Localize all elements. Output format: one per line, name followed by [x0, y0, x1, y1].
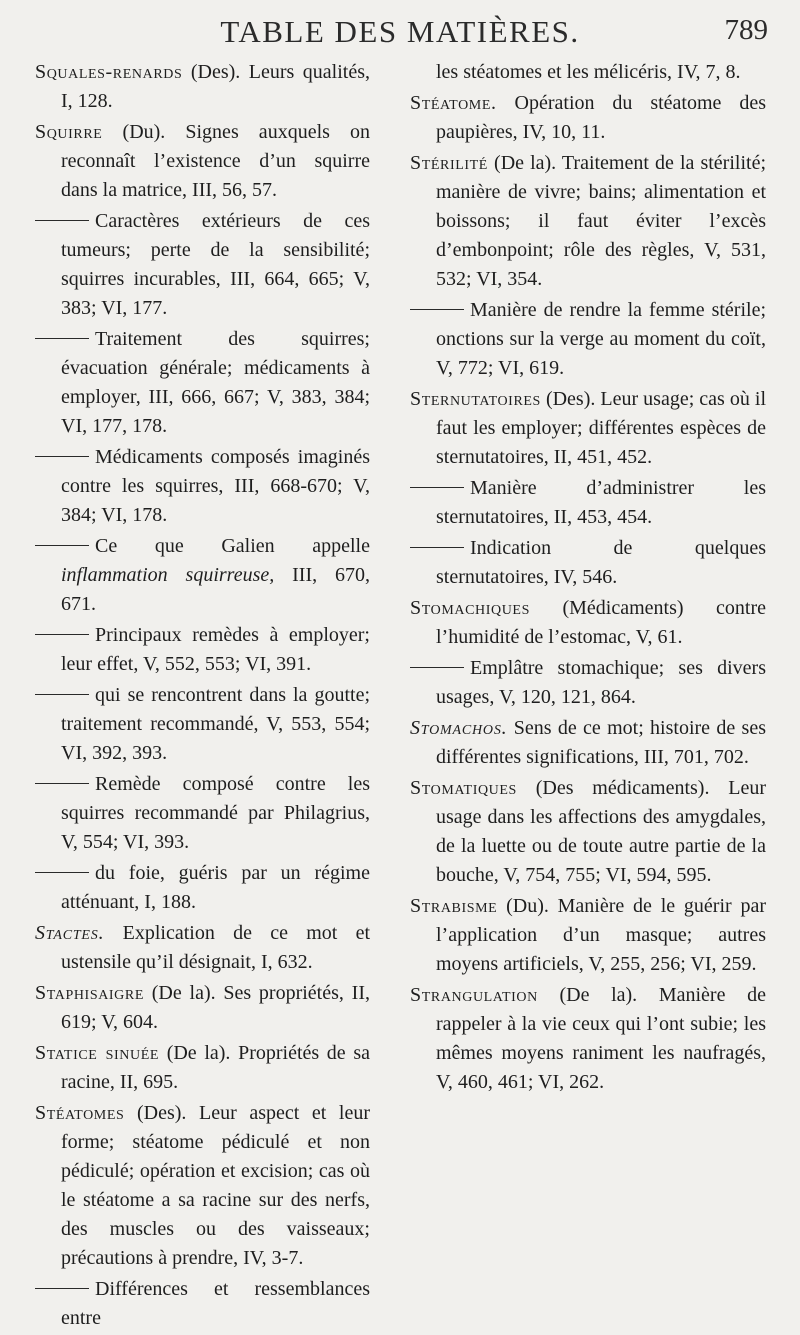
- index-entry: [35, 919, 370, 977]
- entry-text: Explication de ce mot et ustensile qu’il désignait, I, 632.: [61, 922, 370, 973]
- entry-heading: Squales-renards: [35, 61, 183, 83]
- entry-text: (De la). Ses propriétés, II, 619; V, 604.: [61, 982, 370, 1033]
- entry-text: (Des). Leurs qualités, I, 128.: [61, 61, 370, 112]
- index-entry: [410, 89, 766, 147]
- right-column: [410, 58, 766, 1099]
- entry-text: Indication de quelques sternutatoires, IV, 546.: [436, 537, 766, 588]
- index-entry: [35, 770, 370, 857]
- index-entry: [410, 385, 766, 472]
- entry-text: Traitement des squirres; évacuation générale; médicaments à employer, III, 666, 667; V, 383, 384; VI, 177, 178.: [61, 328, 370, 437]
- entry-heading: Strabisme: [410, 895, 498, 917]
- left-column: [35, 58, 370, 1335]
- entry-heading: Stomachiques: [410, 597, 530, 619]
- repeat-dash: [35, 634, 89, 635]
- entry-heading: Stéatomes: [35, 1102, 125, 1124]
- page-number: 789: [724, 14, 768, 46]
- repeat-dash: [410, 309, 464, 310]
- index-entry: [410, 981, 766, 1097]
- entry-heading: Stomachos.: [410, 717, 508, 739]
- index-entry: [410, 892, 766, 979]
- index-entry: [35, 621, 370, 679]
- index-entry: [410, 474, 766, 532]
- repeat-dash: [35, 872, 89, 873]
- index-entry: [35, 1039, 370, 1097]
- entry-italic-text: inflammation squirreuse,: [61, 564, 275, 586]
- entry-heading: Stéatome.: [410, 92, 497, 114]
- index-entry: [35, 207, 370, 323]
- entry-heading: Stactes.: [35, 922, 105, 944]
- repeat-dash: [410, 487, 464, 488]
- entry-text: (Des). Leur usage; cas où il faut les employer; différentes espèces de sternutatoires, II, 451, 452.: [436, 388, 766, 468]
- index-entry: [35, 325, 370, 441]
- entry-text: (De la). Propriétés de sa racine, II, 695.: [61, 1042, 370, 1093]
- repeat-dash: [410, 667, 464, 668]
- repeat-dash: [35, 338, 89, 339]
- repeat-dash: [35, 694, 89, 695]
- entry-text: Médicaments composés imaginés contre les squirres, III, 668-670; V, 384; VI, 178.: [61, 446, 370, 526]
- index-entry: [35, 979, 370, 1037]
- entry-text: les stéatomes et les mélicéris, IV, 7, 8.: [436, 61, 741, 83]
- entry-heading: Stomatiques: [410, 777, 517, 799]
- index-entry: [35, 681, 370, 768]
- entry-text: (De la). Traitement de la stérilité; manière de vivre; bains; alimentation et boissons; il faut éviter l’excès d’embonpoint; rôle des règles, V, 531, 532; VI, 354.: [436, 152, 766, 290]
- index-entry: [410, 534, 766, 592]
- index-entry: [35, 1275, 370, 1333]
- entry-text: Remède composé contre les squirres recommandé par Philagrius, V, 554; VI, 393.: [61, 773, 370, 853]
- entry-heading: Staphisaigre: [35, 982, 144, 1004]
- entry-text: Caractères extérieurs de ces tumeurs; perte de la sensibilité; squirres incurables, III, 664, 665; V, 383; VI, 177.: [61, 210, 370, 319]
- index-entry: [35, 443, 370, 530]
- repeat-dash: [35, 783, 89, 784]
- entry-text: Différences et ressemblances entre: [61, 1278, 370, 1329]
- entry-text: Opération du stéatome des paupières, IV, 10, 11.: [436, 92, 766, 143]
- index-entry: [410, 58, 766, 87]
- entry-text: Ce que Galien appelle: [95, 535, 370, 557]
- entry-text: Sens de ce mot; histoire de ses différentes significations, III, 701, 702.: [436, 717, 766, 768]
- entry-text: (De la). Manière de rappeler à la vie ceux qui l’ont subie; les mêmes moyens raniment les naufragés, V, 460, 461; VI, 262.: [436, 984, 766, 1093]
- entry-heading: Statice sinuée: [35, 1042, 160, 1064]
- entry-text: Manière d’administrer les sternutatoires, II, 453, 454.: [436, 477, 766, 528]
- entry-heading: Squirre: [35, 121, 103, 143]
- index-entry: [35, 58, 370, 116]
- entry-text: Emplâtre stomachique; ses divers usages, V, 120, 121, 864.: [436, 657, 766, 708]
- page-title: TABLE DES MATIÈRES.: [220, 14, 580, 49]
- index-entry: [35, 1099, 370, 1273]
- repeat-dash: [35, 545, 89, 546]
- entry-text: du foie, guéris par un régime atténuant, I, 188.: [61, 862, 370, 913]
- entry-heading: Strangulation: [410, 984, 538, 1006]
- entry-heading: Stérilité: [410, 152, 488, 174]
- entry-text: Principaux remèdes à employer; leur effet, V, 552, 553; VI, 391.: [61, 624, 370, 675]
- page-header: [0, 14, 800, 58]
- index-entry: [410, 594, 766, 652]
- entry-text: Manière de rendre la femme stérile; onctions sur la verge au moment du coït, V, 772; VI, 619.: [436, 299, 766, 379]
- repeat-dash: [410, 547, 464, 548]
- index-entry: [35, 859, 370, 917]
- entry-text: (Du). Signes auxquels on reconnaît l’existence d’un squirre dans la matrice, III, 56, 57.: [61, 121, 370, 201]
- repeat-dash: [35, 220, 89, 221]
- entry-text: (Des médicaments). Leur usage dans les affections des amygdales, de la luette ou de toute autre partie de la bouche, V, 754, 755; VI, 594, 595.: [436, 777, 766, 886]
- index-entry: [410, 149, 766, 294]
- entry-text: III, 670, 671.: [61, 564, 371, 615]
- entry-text: (Du). Manière de le guérir par l’application d’un masque; autres moyens artificiels, V, 255, 256; VI, 259.: [436, 895, 766, 975]
- index-entry: [35, 118, 370, 205]
- index-entry: [410, 654, 766, 712]
- index-entry: [35, 532, 370, 619]
- entry-heading: Sternutatoires: [410, 388, 541, 410]
- entry-text: (Des). Leur aspect et leur forme; stéatome pédiculé et non pédiculé; opération et excision; cas où le stéatome a sa racine sur des nerfs, des muscles ou des vaisseaux; précautions à prendre, IV, 3-7.: [61, 1102, 370, 1269]
- index-entry: [410, 714, 766, 772]
- index-entry: [410, 774, 766, 890]
- entry-text: (Médicaments) contre l’humidité de l’estomac, V, 61.: [436, 597, 766, 648]
- repeat-dash: [35, 456, 89, 457]
- entry-text: qui se rencontrent dans la goutte; traitement recommandé, V, 553, 554; VI, 392, 393.: [61, 684, 370, 764]
- repeat-dash: [35, 1288, 89, 1289]
- index-entry: [410, 296, 766, 383]
